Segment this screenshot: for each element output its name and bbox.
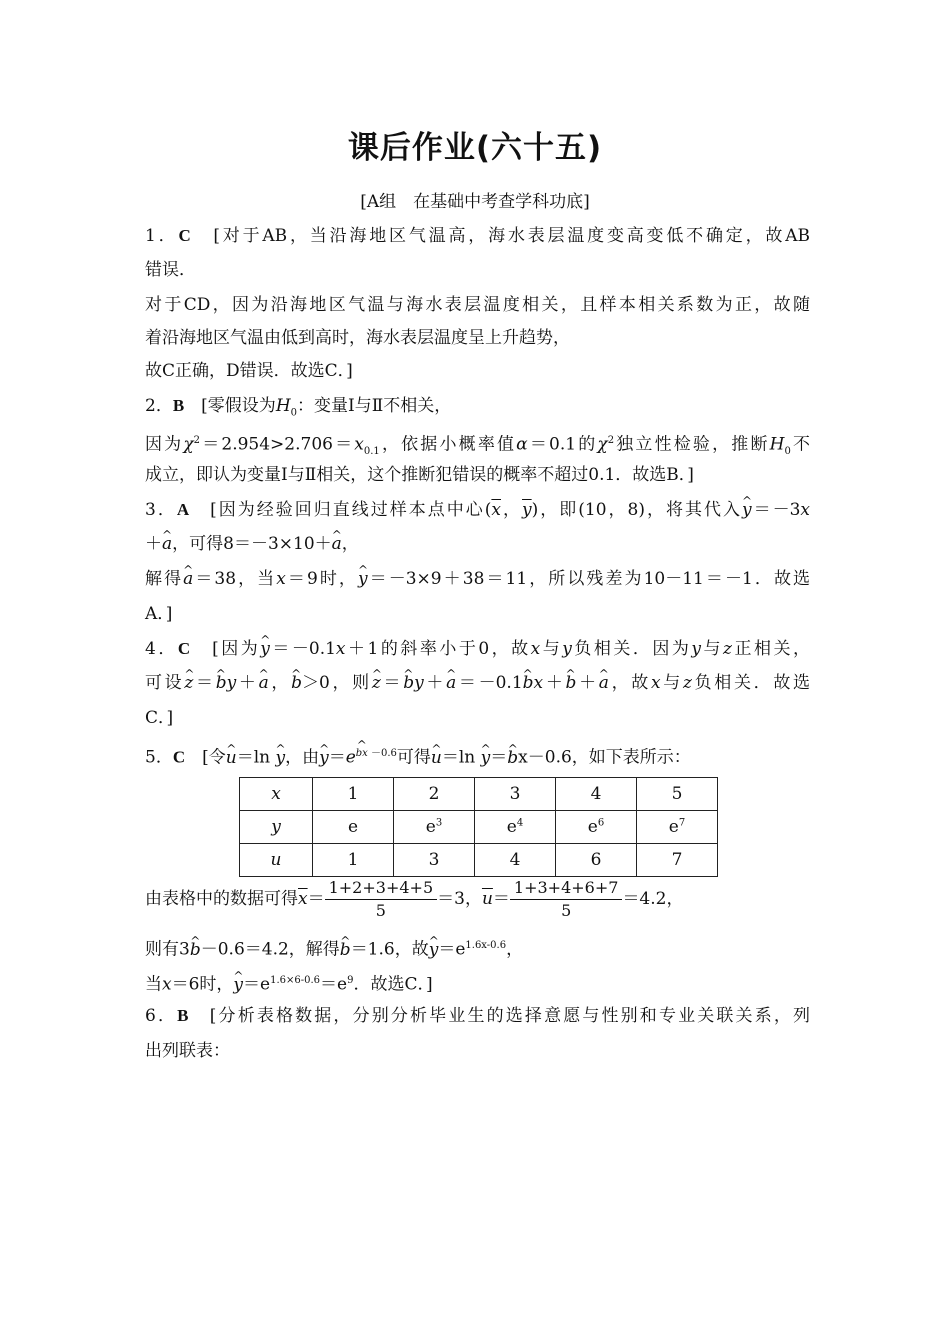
q5-line-1: 5．C [令^ u＝ln ^ y，由^ y＝e^ $^{bx -0.6}$可得^ u＝ln ^ y＝^ bx－0.6，如下表所示： xyxy=(145,742,810,770)
table-cell: 1 xyxy=(313,778,394,811)
q1-answer: C xyxy=(178,226,191,245)
q3-line-1: 3．A [因为经验回归直线过样本点中心($\overline{x}$，$\overline{y}$)，即(10，8)，将其代入^ y＝－3x xyxy=(145,498,810,522)
q6-line-1: 6．B [分析表格数据，分别分析毕业生的选择意愿与性别和专业关联关系，列 xyxy=(145,1006,810,1026)
q3-answer: A xyxy=(176,500,190,519)
q3-line-2: ＋^ a，可得8＝－3×10＋^ a， xyxy=(145,532,810,556)
table-cell: 4 xyxy=(556,778,637,811)
q1-line-5: 故C正确，D错误．故选C．] xyxy=(145,361,353,381)
q2-answer: B xyxy=(172,396,185,415)
table-row xyxy=(240,778,718,811)
table-row-label: x xyxy=(240,778,313,811)
table-row-label: u xyxy=(240,844,313,877)
table-cell: $e^3$ xyxy=(394,811,475,844)
table-cell: e xyxy=(313,811,394,844)
table-cell: 3 xyxy=(394,844,475,877)
q2-line-1: 2．B [零假设为$H_0$：变量Ⅰ与Ⅱ不相关， xyxy=(145,396,452,419)
table-cell: 4 xyxy=(475,844,556,877)
table-cell: $e^6$ xyxy=(556,811,637,844)
table-cell: 6 xyxy=(556,844,637,877)
q2-line-3: 成立，即认为变量Ⅰ与Ⅱ相关，这个推断犯错误的概率不超过0.1．故选B．] xyxy=(145,465,694,485)
q1-line-2: 错误． xyxy=(145,260,196,280)
q3-line-3: 解得^ a＝38，当x＝9时，^ y＝－3×9＋38＝11，所以残差为10－11＝－1．故选 xyxy=(145,567,810,591)
q1-line-1: 1．C [对于AB，当沿海地区气温高，海水表层温度变高变低不确定，故AB xyxy=(145,226,810,246)
table-cell: 7 xyxy=(637,844,718,877)
q5-line-final: 当x＝6时，^ $y=e^{1.6\times 6-0.6}=e^9$．故选C．] xyxy=(145,969,810,997)
q5-line-means: 由表格中的数据可得$\overline{x}=$ $\frac{1+2+3+4+5}{5}$ ＝3，$\overline{u}=$ $\frac{1+3+4+6+7}{5}$ ＝4.2， xyxy=(145,878,684,920)
q4-answer: C xyxy=(177,639,191,658)
section-subtitle: [A组 在基础中考查学科功底] xyxy=(360,192,590,212)
table-cell: 2 xyxy=(394,778,475,811)
q6-answer: B xyxy=(177,1006,189,1025)
table-row xyxy=(240,811,718,844)
fraction-x-mean: $\frac{1+2+3+4+5}{5}$ xyxy=(325,877,438,922)
q4-line-3: C．] xyxy=(145,708,174,728)
q4-line-1: 4．C [因为^ y＝－0.1x＋1的斜率小于0，故x与y负相关．因为y与z正相关， xyxy=(145,637,810,661)
fraction-u-mean: $\frac{1+3+4+6+7}{5}$ xyxy=(510,877,623,922)
q6-line-2: 出列联表： xyxy=(145,1041,230,1061)
q3-line-4: A．] xyxy=(145,604,173,624)
table-cell: 5 xyxy=(637,778,718,811)
q5-line-solve: 则有3^ b－0.6＝4.2，解得^ b＝1.6，故^ $y=e^{1.6x-0.6}$， xyxy=(145,934,810,962)
table-cell: 3 xyxy=(475,778,556,811)
table-cell: 1 xyxy=(313,844,394,877)
q5-answer: C xyxy=(172,747,186,767)
q4-line-2: 可设^ z＝^ by＋^ a，^ b＞0，则^ z＝^ by＋^ a＝－0.1^ bx＋^ b＋^ a，故x与z负相关．故选 xyxy=(145,671,810,695)
table-row-label: y xyxy=(240,811,313,844)
q2-line-2: 因为$\chi^2=2.954>2.706=x_{0.1}$，依据小概率值α＝0.1的$\chi^2$独立性检验，推断$H_0$不 xyxy=(145,434,810,458)
table-cell: $e^4$ xyxy=(475,811,556,844)
q1-line-3: 对于CD，因为沿海地区气温与海水表层温度相关，且样本相关系数为正，故随 xyxy=(145,295,810,315)
table-cell: $e^7$ xyxy=(637,811,718,844)
table-row xyxy=(240,844,718,877)
q1-line-4: 着沿海地区气温由低到高时，海水表层温度呈上升趋势， xyxy=(145,328,570,348)
q5-data-table xyxy=(239,777,718,877)
page-title: 课后作业(六十五) xyxy=(347,130,603,166)
